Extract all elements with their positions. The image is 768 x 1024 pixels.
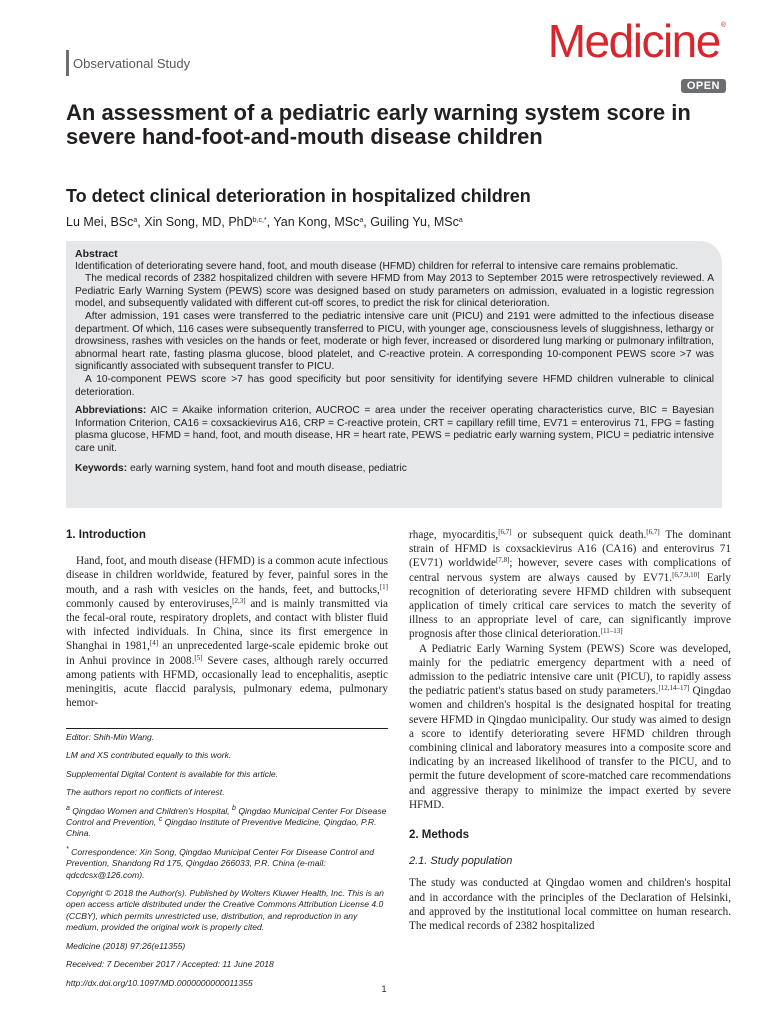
correspondence-marker: * (66, 845, 69, 853)
text-run: Early recognition of deteriorating severe HFMD children with subsequent application of timely critical care services to match the severity of illness to an appropriate level of care, can significantly improve prognosis after those clinical deterioration. (409, 571, 731, 641)
footnote-doi[interactable]: http://dx.doi.org/10.1097/MD.0000000000011355 (66, 977, 253, 988)
abstract-paragraph: The medical records of 2382 hospitalized children with severe HFMD from May 2013 to September 2015 were retrospectively reviewed. A Pediatric Early Warning System (PEWS) score was designed based on study parameters on admission, evaluated in a logistic regression model, and subsequently validated with different cut-off scores, to predict the risk for clinical deterioration. (75, 273, 714, 310)
footnote-supplemental: Supplemental Digital Content is available for this article. (66, 768, 279, 779)
author-affiliation: a (359, 217, 364, 224)
journal-logo[interactable] (547, 15, 726, 67)
registered-mark: ® (720, 22, 726, 29)
abstract-paragraph: After admission, 191 cases were transferred to the pediatric intensive care unit (PICU) and 2191 were admitted to the infectious disease department. Of which, 116 cases were subsequently transferred to PICU, with younger age, consciousness levels of sluggishness, lethargy or drowsiness, rashes with vesicles on the hands or feet, moderate or high fever, increased or disordered lung marking or pulmonary infiltration, abnormal heart rate, fasting plasma glucose, blood platelet, and C-reactive protein. A corresponding 10-component PEWS score >7 was significantly associated with subsequent transfer to PICU. (75, 310, 714, 373)
footnote-equal-contribution: LM and XS contributed equally to this work. (66, 750, 232, 761)
footnote-received: Received: 7 December 2017 / Accepted: 11 June 2018 (66, 959, 274, 970)
author-affiliation: a (133, 217, 138, 224)
citation-ref[interactable]: [11–13] (600, 627, 623, 636)
subsection-heading-study-population: 2.1. Study population (409, 855, 513, 868)
author-affiliation: a (458, 217, 463, 224)
keywords (75, 463, 714, 476)
abstract-paragraph: A 10-component PEWS score >7 has good specificity but poor sensitivity for identifying severe HFMD children vulnerable to clinical deterioration. (75, 373, 714, 398)
footnote-conflicts: The authors report no conflicts of interest. (66, 787, 225, 798)
footnote-copyright: Copyright © 2018 the Author(s). Published by Wolters Kluwer Health, Inc. This is an open access article distributed under the Creative Commons Attribution License 4.0 (CCBY), which permits unrestricted use, distribution, and reproduction in any medium, provided the original work is properly cited. (66, 888, 384, 933)
text-run: A Pediatric Early Warning System (PEWS) Score was developed, mainly for the pediatric emergency department with a need of admission to the pediatric intensive care unit (PICU), to rapidly assess the pediatric patient's status based on study parameters. (409, 642, 731, 698)
abstract-paragraph: Identification of deteriorating severe hand, foot, and mouth disease (HFMD) children for referral to intensive care remains problematic. (75, 260, 679, 272)
text-run: commonly caused by enteroviruses, (66, 597, 233, 610)
citation-ref[interactable]: [6,7] (646, 528, 660, 536)
footnote-affiliations (66, 806, 388, 840)
text-run: The dominant strain of HFMD is coxsackievirus A16 (CA16) and enterovirus 71 (EV71) worldwide (409, 529, 731, 570)
right-column (409, 528, 731, 933)
text-run: Qingdao women and children's hospital is the designated hospital for treating severe HFMD in Qingdao municipality. Our study was aimed to design a score to identify deteriorating severe HFMD children through combining clinical and laboratory measures into a composite score and indicating by an increased likelihood of transfer to the PICU, and to permit the future development of score-matched care recommendations and aggressive therapy to minimize the impact exerted by severe HFMD. (409, 685, 732, 811)
citation-ref[interactable]: [6,7,9,10] (672, 570, 700, 579)
text-run: an unprecedented large-scale epidemic broke out in Anhui province in 2008. (66, 640, 388, 667)
author-separator: , (363, 215, 371, 229)
section-tag-label: Observational Study (73, 55, 191, 71)
section-tag (66, 50, 190, 76)
affiliation-text: Qingdao Institute of Preventive Medicine, Qingdao, P.R. China. (66, 817, 377, 839)
author-name: Lu Mei, BSc (66, 215, 134, 229)
citation-ref[interactable]: [5] (194, 653, 203, 662)
abstract-box (66, 241, 722, 508)
author-name: Xin Song, MD, PhD (144, 215, 253, 229)
author-separator: , (137, 215, 145, 229)
abstract-heading: Abstract (75, 248, 118, 260)
footnotes (66, 728, 388, 996)
footnote-citation: Medicine (2018) 97:26(e11355) (66, 940, 186, 951)
intro-paragraph (66, 554, 388, 710)
correspondence-text: Correspondence: Xin Song, Qingdao Municipal Center For Disease Control and Prevention, Shandong Rd 175, Qingdao 266033, P.R. China (e-mail: qdcdcsx@126.com). (66, 846, 374, 880)
citation-ref[interactable]: [12,14–17] (658, 684, 690, 693)
left-column (66, 528, 388, 710)
keywords-label: Keywords: (75, 462, 128, 474)
text-run: or subsequent quick death. (511, 529, 647, 541)
author-separator: , (266, 215, 274, 229)
open-access-badge: OPEN (681, 79, 726, 93)
body-paragraph: The study was conducted at Qingdao women and children's hospital and in accordance with the principles of the Declaration of Helsinki, and approved by the institutional local committee on human research. The medical records of 2382 hospitalized (409, 877, 731, 933)
body-paragraph (409, 528, 731, 642)
author-list (66, 215, 463, 229)
text-run: and is mainly transmitted via the fecal-oral route, respiratory droplets, and contact with blister fluid with infected individuals. In China, since its first emergence in Shanghai in 1981, (66, 597, 389, 653)
page-number: 1 (381, 984, 387, 994)
footnote-divider (66, 728, 388, 729)
section-heading-methods: 2. Methods (409, 829, 470, 842)
citation-ref[interactable]: [7,8] (495, 556, 510, 565)
section-tag-bar (66, 50, 69, 76)
footnote-editor: Editor: Shih-Min Wang. (66, 732, 155, 742)
abbreviations-text: AIC = Akaike information criterion, AUCROC = area under the receiver operating characteristics curve, BIC = Bayesian Information Criterion, CA16 = coxsackievirus A16, CRP = C-reactive protein, CRT = capillary refill time, EV71 = enterovirus 71, FPG = fasting plasma glucose, HFMD = hand, foot, and mouth disease, HR = heart rate, PEWS = pediatric early warning system, PICU = pediatric intensive care unit. (75, 405, 714, 454)
text-run: Severe cases, although rarely occurred among patients with HFMD, occasionally lead to encephalitis, aseptic meningitis, acute flaccid paralysis, pulmonary edema, pulmonary hemor- (66, 654, 388, 710)
keywords-text: early warning system, hand foot and mouth disease, pediatric (129, 462, 407, 474)
affiliation-marker: c (158, 816, 163, 824)
affiliation-text: Qingdao Women and Children's Hospital, (69, 805, 233, 816)
text-run: Hand, foot, and mouth disease (HFMD) is a common acute infectious disease in children worldwide, featured by fever, painful sores in the mouth, and a rash with vesicles on the hands, feet, and buttocks, (66, 555, 388, 596)
citation-ref[interactable]: [1] (379, 582, 388, 591)
affiliation-marker: b (232, 804, 236, 812)
author-name: Yan Kong, MSc (273, 215, 360, 229)
abbreviations (75, 405, 714, 455)
text-run: rhage, myocarditis, (409, 529, 499, 541)
affiliation-marker: a (66, 804, 70, 812)
author-name: Guiling Yu, MSc (370, 215, 459, 229)
article-subtitle: To detect clinical deterioration in hospitalized children (66, 186, 531, 206)
text-run: ; however, severe cases with complications of central nervous system are always caused by EV71. (409, 557, 731, 584)
author-affiliation: b,c,* (252, 217, 267, 224)
citation-ref[interactable]: [2,3] (232, 596, 246, 605)
citation-ref[interactable]: [4] (149, 639, 159, 648)
abbreviations-label: Abbreviations: (75, 405, 147, 417)
section-heading-introduction: 1. Introduction (66, 529, 146, 541)
journal-logo-text: Medicine (547, 15, 720, 67)
body-paragraph (409, 642, 731, 812)
affiliation-text: Qingdao Municipal Center For Disease Control and Prevention, (66, 805, 387, 828)
citation-ref[interactable]: [6,7] (498, 528, 512, 536)
article-title: An assessment of a pediatric early warning system score in severe hand-foot-and-mouth disease children (66, 100, 691, 149)
footnote-correspondence (66, 847, 388, 881)
